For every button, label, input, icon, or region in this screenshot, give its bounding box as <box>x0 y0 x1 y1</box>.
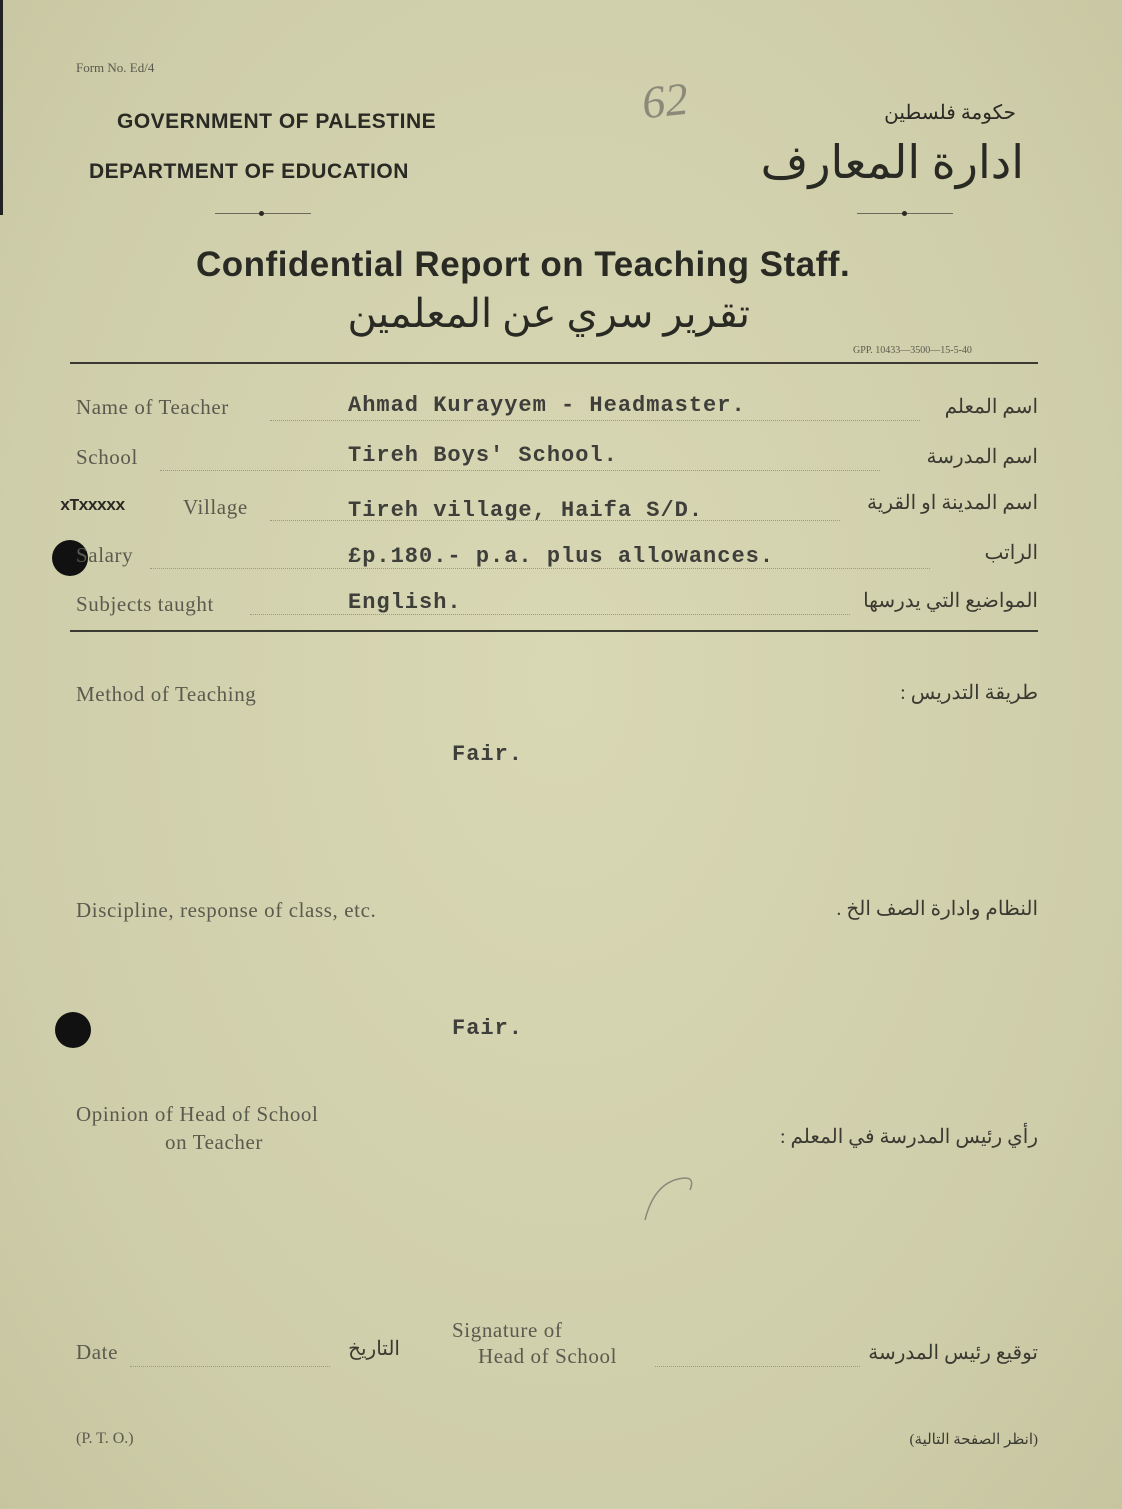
method-value: Fair. <box>452 742 524 767</box>
discipline-label: Discipline, response of class, etc. <box>76 898 377 922</box>
header-divider-dot-right <box>902 211 907 216</box>
pto-label-arabic: (انظر الصفحة التالية) <box>909 1432 1038 1448</box>
teacher-name-value: Ahmad Kurayyem - Headmaster. <box>348 393 746 418</box>
discipline-label-arabic: النظام وادارة الصف الخ . <box>836 898 1038 920</box>
department-title-arabic: ادارة المعارف <box>760 137 1024 188</box>
pto-label: (P. T. O.) <box>76 1430 134 1447</box>
salary-value: £p.180.- p.a. plus allowances. <box>348 544 775 569</box>
discipline-value: Fair. <box>452 1016 524 1041</box>
signature-label-arabic: توقيع رئيس المدرسة <box>868 1342 1038 1364</box>
salary-label-arabic: الراتب <box>984 542 1038 564</box>
town-crossed-out: xTxxxxx <box>60 497 125 516</box>
fields-top-rule <box>70 362 1038 364</box>
department-title: DEPARTMENT OF EDUCATION <box>89 160 409 183</box>
subjects-label: Subjects taught <box>76 592 214 616</box>
handwritten-page-number: 62 <box>639 72 691 129</box>
date-line <box>130 1366 330 1367</box>
opinion-label-line1: Opinion of Head of School <box>76 1102 319 1126</box>
method-label: Method of Teaching <box>76 682 257 706</box>
village-value: Tireh village, Haifa S/D. <box>348 498 704 523</box>
header-divider-dot-left <box>259 211 264 216</box>
teacher-name-line <box>270 420 920 421</box>
form-number: Form No. Ed/4 <box>76 60 155 75</box>
government-title: GOVERNMENT OF PALESTINE <box>117 110 437 133</box>
method-label-arabic: طريقة التدريس : <box>900 682 1038 704</box>
opinion-label-line2: on Teacher <box>165 1130 264 1154</box>
report-title: Confidential Report on Teaching Staff. <box>196 245 851 284</box>
subjects-line <box>250 614 850 615</box>
fields-bottom-rule <box>70 630 1038 632</box>
date-label-arabic: التاريخ <box>348 1338 400 1360</box>
subjects-label-arabic: المواضيع التي يدرسها <box>863 590 1038 612</box>
signature-label-line2: Head of School <box>478 1344 618 1368</box>
school-line <box>160 470 880 471</box>
village-label-arabic: اسم المدينة او القرية <box>867 492 1038 514</box>
signature-label-line1: Signature of <box>452 1318 563 1342</box>
school-value: Tireh Boys' School. <box>348 443 618 468</box>
school-label-arabic: اسم المدرسة <box>926 446 1038 468</box>
report-title-arabic: تقرير سري عن المعلمين <box>347 291 750 336</box>
page-edge-mark <box>0 0 3 215</box>
date-label: Date <box>76 1340 119 1364</box>
village-label: Village <box>183 495 248 519</box>
salary-label: Salary <box>76 543 134 567</box>
punch-hole-bottom <box>55 1012 91 1048</box>
subjects-value: English. <box>348 590 462 615</box>
school-label: School <box>76 445 138 469</box>
village-line <box>270 520 840 521</box>
teacher-name-label: Name of Teacher <box>76 395 229 419</box>
pencil-mark <box>640 1170 700 1225</box>
opinion-label-arabic: رأي رئيس المدرسة في المعلم : <box>779 1126 1038 1148</box>
print-code: GPP. 10433—3500—15-5-40 <box>853 345 972 356</box>
signature-line <box>655 1366 860 1367</box>
government-title-arabic: حكومة فلسطين <box>884 102 1016 124</box>
salary-line <box>150 568 930 569</box>
teacher-name-label-arabic: اسم المعلم <box>944 396 1038 418</box>
